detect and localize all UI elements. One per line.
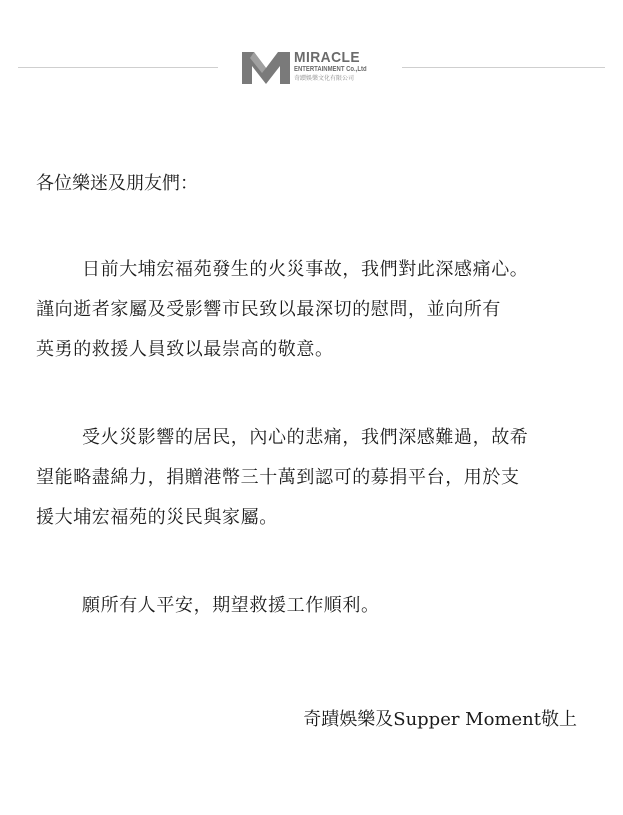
paragraph-line: 受火災影響的居民，內心的悲痛，我們深感難過，故希: [82, 427, 529, 448]
company-logo: [240, 46, 390, 90]
paragraph-line: 謹向逝者家屬及受影響市民致以最深切的慰問，並向所有: [36, 299, 501, 320]
paragraph-line: 望能略盡綿力，捐贈港幣三十萬到認可的募捐平台，用於支: [36, 467, 520, 488]
letter-signature: 奇蹟娛樂及Supper Moment敬上: [303, 709, 577, 730]
letterhead: [0, 38, 623, 98]
letter-paragraph: [36, 586, 596, 626]
logo-chinese-name: 奇蹟娛樂文化有限公司: [294, 76, 355, 82]
letter-paragraph: [36, 418, 596, 538]
paragraph-line: 願所有人平安，期望救援工作順利。: [82, 595, 380, 616]
header-rule-left: [18, 67, 218, 68]
paragraph-line: 英勇的救援人員致以最崇高的敬意。: [36, 339, 334, 360]
logo-wordmark: [294, 50, 390, 83]
paragraph-line: 日前大埔宏福苑發生的火災事故，我們對此深感痛心。: [82, 259, 529, 280]
header-rule-right: [402, 67, 605, 68]
logo-subtitle: ENTERTAINMENT Co.,Ltd: [294, 66, 367, 73]
letter-greeting: 各位樂迷及朋友們：: [36, 173, 198, 194]
logo-name: MIRACLE: [294, 49, 361, 66]
miracle-m-logo-icon: [240, 50, 292, 86]
paragraph-line: 援大埔宏福苑的災民與家屬。: [36, 507, 278, 528]
letter-paragraph: [36, 250, 596, 370]
